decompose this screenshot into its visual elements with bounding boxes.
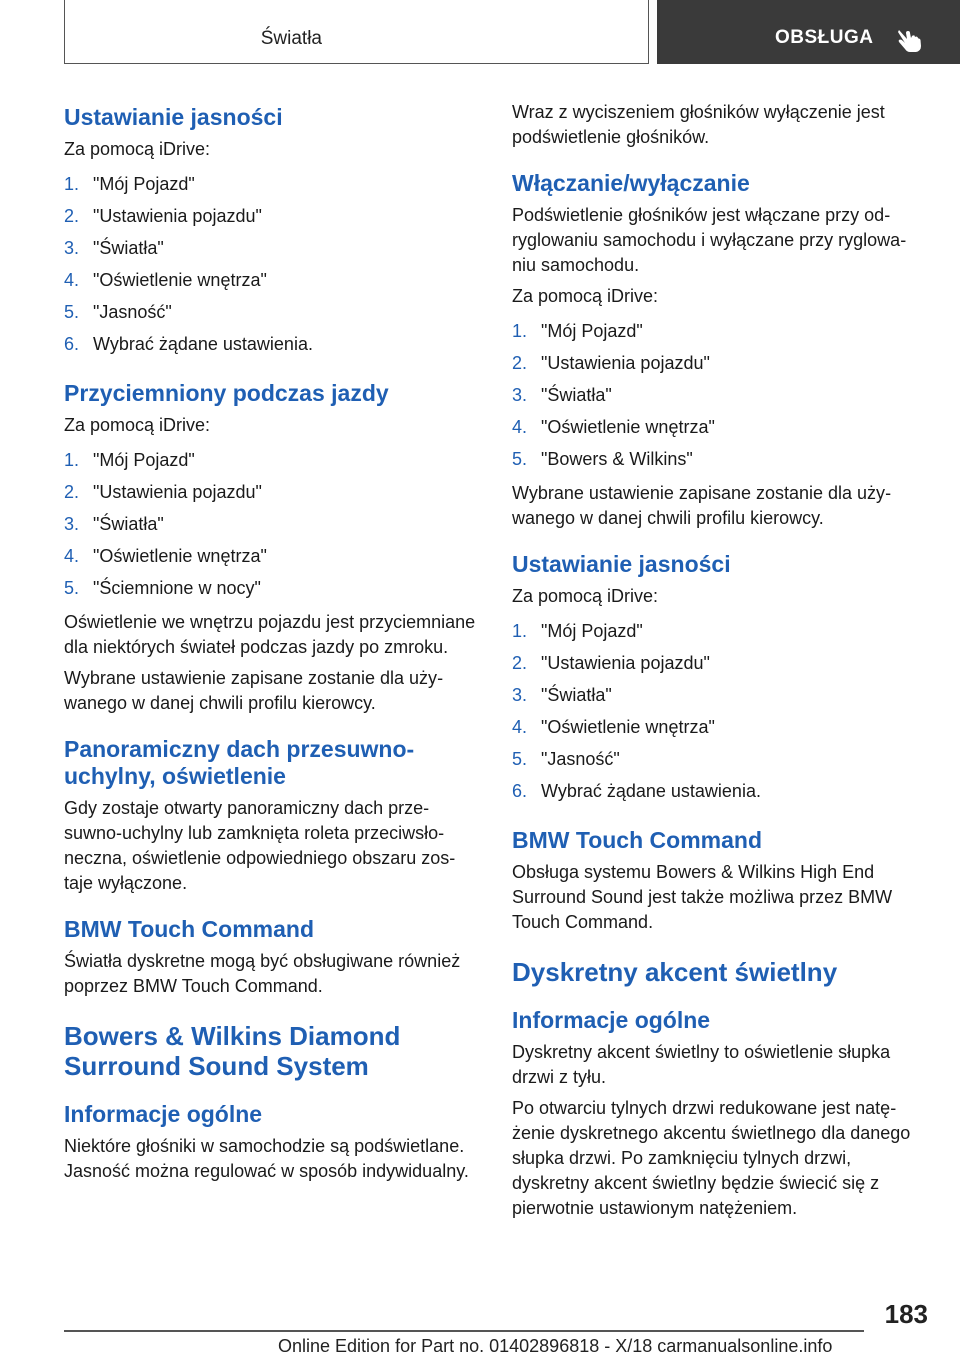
right-column (512, 100, 924, 1227)
heading-bowers-wilkins: Bowers & Wilkins Diamond Surround Sound System (64, 1021, 401, 1081)
heading-on-off: Włączanie/wyłączanie (512, 170, 750, 196)
body-text: Wybrane ustawienie zapisane zostanie dla używanego w danej chwili profilu kierowcy. (64, 668, 444, 713)
steps-list-on-off (512, 315, 924, 475)
heading-dimmed-while-driving: Przyciemniony podczas jazdy (64, 380, 389, 406)
heading-brightness: Ustawianie jasności (64, 104, 283, 130)
body-text: Wybrane ustawienie zapisane zostanie dla używanego w danej chwili profilu kierowcy. (512, 483, 892, 528)
list-item: 4. "Oświetlenie wnętrza" (64, 270, 267, 290)
chapter-tab (657, 0, 960, 64)
body-text: Gdy zostaje otwarty panoramiczny dach przesuwno-uchylny lub zamknięta roleta przeciwsłoneczna, oświetlenie odpowiedniego obszaru zostaje wyłączone. (64, 798, 456, 893)
body-text: Obsługa systemu Bowers & Wilkins High End Surround Sound jest także możliwa przez BMW Touch Command. (512, 862, 893, 932)
intro-text: Za pomocą iDrive: (64, 139, 211, 159)
body-text: Światła dyskretne mogą być obsługiwane również poprzez BMW Touch Command. (64, 951, 461, 996)
hand-pointer-icon (895, 24, 925, 54)
body-text: Podświetlenie głośników jest włączane przy odryglowaniu samochodu i wyłączane przy ryglowaniu samochodu. (512, 205, 907, 275)
list-item: 4. "Oświetlenie wnętrza" (512, 417, 715, 437)
list-item: 5. "Jasność" (512, 749, 620, 769)
body-text: Dyskretny akcent świetlny to oświetlenie słupka drzwi z tyłu. (512, 1042, 891, 1087)
chapter-label: OBSŁUGA (775, 27, 874, 48)
page-number: 183 (884, 1299, 928, 1329)
list-item: 4. "Oświetlenie wnętrza" (512, 717, 715, 737)
list-item: 6. Wybrać żądane ustawienia. (64, 334, 313, 354)
list-item: 1. "Mój Pojazd" (512, 621, 643, 641)
heading-general-info: Informacje ogólne (512, 1007, 711, 1033)
intro-text: Za pomocą iDrive: (64, 415, 211, 435)
body-text: Oświetlenie we wnętrzu pojazdu jest przyciemniane dla niektórych świateł podczas jazdy po zmroku. (64, 612, 476, 657)
list-item: 3. "Światła" (64, 238, 164, 258)
heading-panoramic-roof: Panoramiczny dach przesuwno-uchylny, oświetlenie (64, 736, 415, 789)
steps-list-brightness (64, 168, 476, 360)
list-item: 1. "Mój Pojazd" (512, 321, 643, 341)
list-item: 3. "Światła" (512, 685, 612, 705)
list-item: 4. "Oświetlenie wnętrza" (64, 546, 267, 566)
heading-touch-command: BMW Touch Command (64, 916, 314, 942)
intro-text: Za pomocą iDrive: (512, 586, 659, 606)
heading-discreet-light-accent: Dyskretny akcent świetlny (512, 957, 838, 987)
steps-list-dimmed (64, 444, 476, 604)
list-item: 1. "Mój Pojazd" (64, 174, 195, 194)
list-item: 2. "Ustawienia pojazdu" (64, 482, 262, 502)
list-item: 6. Wybrać żądane ustawienia. (512, 781, 761, 801)
left-column (64, 100, 476, 1190)
list-item: 1. "Mój Pojazd" (64, 450, 195, 470)
list-item: 2. "Ustawienia pojazdu" (512, 653, 710, 673)
steps-list-brightness (512, 615, 924, 807)
body-text: Niektóre głośniki w samochodzie są podświetlane. Jasność można regulować w sposób indywidualny. (64, 1136, 469, 1181)
intro-text: Za pomocą iDrive: (512, 286, 659, 306)
footer-edition-text: Online Edition for Part no. 01402896818 - X/18 carmanualsonline.info (278, 1336, 833, 1356)
list-item: 3. "Światła" (64, 514, 164, 534)
heading-brightness: Ustawianie jasności (512, 551, 731, 577)
list-item: 3. "Światła" (512, 385, 612, 405)
heading-general-info: Informacje ogólne (64, 1101, 263, 1127)
list-item: 5. "Ściemnione w nocy" (64, 578, 261, 598)
footer-divider (64, 1330, 864, 1332)
body-text: Wraz z wyciszeniem głośników wyłączenie jest podświetlenie głośników. (512, 102, 885, 147)
list-item: 5. "Jasność" (64, 302, 172, 322)
section-title: Światła (260, 28, 322, 49)
header-section-box (64, 0, 649, 64)
list-item: 5. "Bowers & Wilkins" (512, 449, 693, 469)
list-item: 2. "Ustawienia pojazdu" (64, 206, 262, 226)
heading-touch-command: BMW Touch Command (512, 827, 762, 853)
list-item: 2. "Ustawienia pojazdu" (512, 353, 710, 373)
body-text: Po otwarciu tylnych drzwi redukowane jest natężenie dyskretnego akcentu świetlnego dla danego słupka drzwi. Po zamknięciu tylnych drzwi, dyskretny akcent świetlny będzie świecić się z pierwotnie ustawionym natężeniem. (512, 1098, 911, 1218)
